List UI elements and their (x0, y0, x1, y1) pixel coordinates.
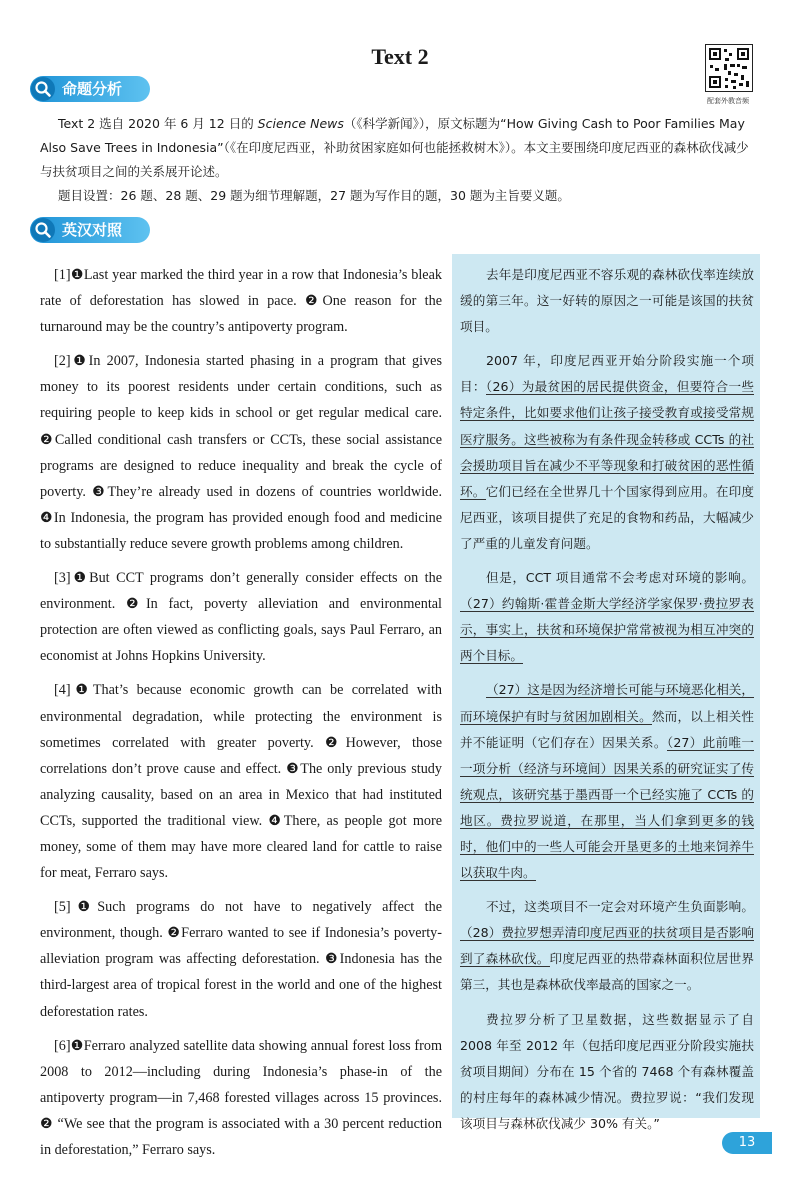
english-paragraph: [1]❶Last year marked the third year in a row that Indonesia’s bleak rate of deforestation has slowed in pace. ❷One reason for the turnaround may be the country’s antipoverty program. (40, 267, 442, 336)
underlined-answer-text: （27）约翰斯·霍普金斯大学经济学家保罗·费拉罗表示，事实上，扶贫和环境保护常常被视为相互冲突的两个目标。 (460, 596, 754, 664)
page-number: 13 (722, 1132, 772, 1154)
magnifier-icon (30, 217, 56, 243)
underlined-answer-text: （28）费拉罗想弄清印度尼西亚的扶贫项目是否影响到了森林砍伐。 (460, 925, 754, 967)
page-title: Text 2 (371, 44, 429, 69)
underlined-answer-text: （27）此前唯一一项分析（经济与环境间）因果关系的研究证实了传统观点，该研究基于墨西哥一个已经实施了 CCTs 的地区。费拉罗说道，在那里，当人们拿到更多的钱时，他们中的一些人可能会开垦更多的土地来饲养牛以获取牛肉。 (460, 734, 755, 881)
magnifier-icon (30, 76, 56, 102)
english-paragraph: [5]❶Such programs do not have to negatively affect the environment, though. ❷Ferraro wanted to see if Indonesia’s poverty-alleviation program was affecting deforestation. ❸Indonesia has the third-largest area of tropical forest in the world and one of the highest deforestation rates. (40, 899, 442, 1020)
translation-text: 然而，以上相关性并不能证明（它们存在）因果关系。 (460, 708, 755, 750)
chinese-paragraph (460, 894, 754, 998)
translation-text: 2007 年，印度尼西亚开始分阶段实施一个项目： (460, 353, 754, 395)
underlined-answer-text: （26）为最贫困的居民提供资金，但要符合一些特定条件，比如要求他们让孩子接受教育或接受常规医疗服务。这些被称为有条件现金转移或 CCTs 的社会援助项目旨在减少不平等现象和打破贫困的恶性循环。 (460, 379, 754, 499)
chinese-paragraph (460, 565, 754, 669)
english-paragraph: [3]❶But CCT programs don’t generally consider effects on the environment. ❷In fact, poverty alleviation and environmental protection are often viewed as conflicting goals, says Paul Ferraro, an economist at Johns Hopkins University. (40, 570, 443, 665)
intro-paragraph (40, 112, 760, 184)
question-setting: 题目设置：26 题、28 题、29 题为细节理解题，27 题为写作目的题，30 题为主旨要义题。 (58, 188, 570, 203)
english-paragraph: [6]❶Ferraro analyzed satellite data showing annual forest loss from 2008 to 2012—including during Indonesia’s phase-in of the antipoverty program—in 7,468 forested villages across 15 provinces. ❷ “We see that the program is associated with a 30 percent reduction in deforestation,” Ferraro says. (40, 1037, 442, 1158)
english-column (40, 262, 442, 1171)
analysis-label: 命题分析 (62, 80, 123, 98)
translation-text: 印度尼西亚的热带森林面积位居世界第三，其也是森林砍伐率最高的国家之一。 (460, 951, 755, 993)
english-paragraph: [2]❶In 2007, Indonesia started phasing in a program that gives money to its poorest residents under certain conditions, such as requiring people to keep kids in school or get regular medical care. ❷Called conditional cash transfers or CCTs, these social assistance programs are designed to reduce inequality and break the cycle of poverty. ❸They’re already used in dozens of countries worldwide. ❹In Indonesia, the program has provided enough food and medicine to substantially reduce severe growth problems among children. (40, 353, 442, 552)
translation-text: 费拉罗分析了卫星数据，这些数据显示了自 2008 年至 2012 年（包括印度尼西亚分阶段实施扶贫项目期间）分布在 15 个省的 7468 个有森林覆盖的村庄每年的森林减少情况。费拉罗说：“我们发现该项目与森林砍伐减少 30% 有关。” (460, 1011, 754, 1131)
chinese-paragraph (460, 262, 754, 340)
translation-text: 它们已经在全世界几十个国家得到应用。在印度尼西亚，该项目提供了充足的食物和药品，大幅减少了严重的儿童发育问题。 (460, 483, 755, 551)
translation-text: 去年是印度尼西亚不容乐观的森林砍伐率连续放缓的第三年。这一好转的原因之一可能是该国的扶贫项目。 (460, 267, 754, 335)
translation-text: 但是，CCT 项目通常不会考虑对环境的影响。 (486, 570, 754, 586)
intro-source: Science News (257, 116, 344, 131)
english-paragraph: [4]❶That’s because economic growth can be correlated with environmental degradation, while protecting the environment is sometimes correlated with greater poverty. ❷However, those correlations don’t prove cause and effect. ❸The only previous study analyzing causality, based on an area in Mexico that had instituted CCTs, supported the traditional view. ❹There, as people got more money, some of them may have more cleared land for cattle to raise for meat, Ferraro says. (40, 682, 442, 882)
chinese-column (460, 262, 754, 1145)
underlined-answer-text: （27）这是因为经济增长可能与环境恶化相关，而环境保护有时与贫困加剧相关。 (460, 682, 754, 724)
intro-text: （《科学新闻》），原文标题为“How Giving Cash to Poor Families May Also Save Trees in Indonesia”（《在印度尼西亚，补助贫困家庭如何也能拯救树木》）。本文主要围绕印度尼西亚的森林砍伐减少与扶贫项目之间的关系展开论述。 (40, 116, 749, 179)
intro-block (40, 112, 760, 208)
chinese-paragraph (460, 677, 754, 886)
analysis-section-tag (30, 76, 150, 102)
bilingual-label: 英汉对照 (62, 221, 123, 239)
qr-code-icon[interactable] (705, 44, 753, 92)
chinese-paragraph (460, 348, 754, 557)
chinese-paragraph (460, 1007, 754, 1137)
translation-text: 不过，这类项目不一定会对环境产生负面影响。 (486, 899, 754, 915)
bilingual-section-tag (30, 217, 150, 243)
intro-text: Text 2 选自 2020 年 6 月 12 日的 (58, 116, 258, 131)
qr-caption: 配套外教音频 (707, 97, 749, 105)
